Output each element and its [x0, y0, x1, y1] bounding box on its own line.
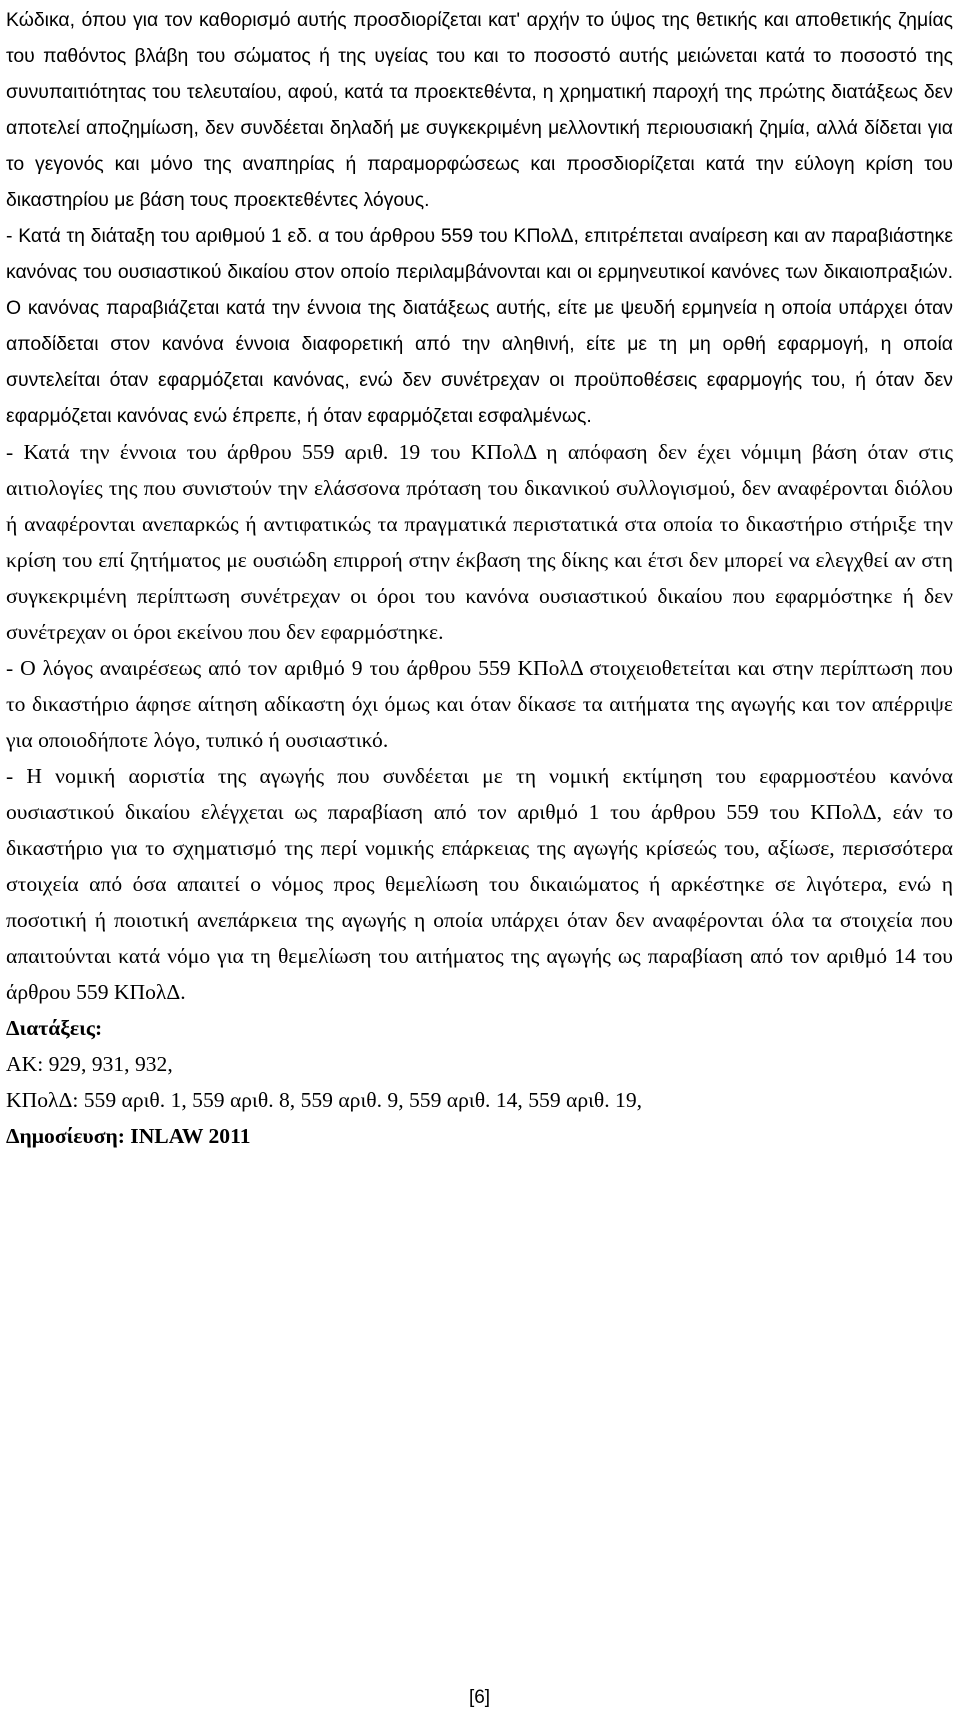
- paragraph-cassation-substantive-law: - Κατά τη διάταξη του αριθμού 1 εδ. α του άρθρου 559 του ΚΠολΔ, επιτρέπεται αναίρεση και αν παραβιάστηκε κανόνας του ουσιαστικού δικαίου στον οποίο περιλαμβάνονται και οι ερμηνευτικοί κανόνες των δικαιοπραξιών. Ο κανόνας παραβιάζεται κατά την έννοια της διατάξεως αυτής, είτε με ψευδή ερμηνεία η οποία υπάρχει όταν αποδίδεται στον κανόνα έννοια διαφορετική από την αληθινή, είτε με τη μη ορθή εφαρμογή, η οποία συντελείται όταν εφαρμόζεται κανόνας, ενώ δεν συνέτρεχαν οι προϋποθέσεις εφαρμογής του, ή όταν δεν εφαρμόζεται κανόνας ενώ έπρεπε, ή όταν εφαρμόζεται εσφαλμένως.: [6, 225, 953, 427]
- document-page: [6, 0, 953, 1717]
- page-number: [6]: [468, 1687, 491, 1708]
- paragraph-unadjudicated-request: - Ο λόγος αναιρέσεως από τον αριθμό 9 του άρθρου 559 ΚΠολΔ στοιχειοθετείται και στην περίπτωση που το δικαστήριο άφησε αίτηση αδίκαστη όχι όμως και όταν δίκασε τα αιτήματα της αγωγής και τον απέρριψε για οποιοδήποτε λόγο, τυπικό ή ουσιαστικό.: [6, 656, 953, 752]
- provisions-heading: Διατάξεις:: [6, 1016, 103, 1040]
- provisions-civil-code: ΑΚ: 929, 931, 932,: [6, 1052, 173, 1076]
- document-body: [6, 2, 953, 1154]
- provisions-civil-procedure: ΚΠολΔ: 559 αριθ. 1, 559 αριθ. 8, 559 αριθ. 9, 559 αριθ. 14, 559 αριθ. 19,: [6, 1088, 643, 1112]
- paragraph-compensation-assessment: Κώδικα, όπου για τον καθορισμό αυτής προσδιορίζεται κατ' αρχήν το ύψος της θετικής και αποθετικής ζημίας του παθόντος βλάβη του σώματος ή της υγείας του και το ποσοστό αυτής μειώνεται κατά το ποσοστό της συνυπαιτιότητας του τελευταίου, αφού, κατά τα προεκτεθέντα, η χρηματική παροχή της πρώτης διατάξεως δεν αποτελεί αποζημίωση, δεν συνδέεται δηλαδή με συγκεκριμένη μελλοντική περιουσιακή ζημία, αλλά δίδεται για το γεγονός και μόνο της αναπηρίας ή παραμορφώσεως και προσδιορίζεται κατά την εύλογη κρίση του δικαστηρίου με βάση τους προεκτεθέντες λόγους.: [6, 9, 953, 211]
- paragraph-lack-of-legal-basis: - Κατά την έννοια του άρθρου 559 αριθ. 19 του ΚΠολΔ η απόφαση δεν έχει νόμιμη βάση όταν στις αιτιολογίες της που συνιστούν την ελάσσονα πρόταση του δικανικού συλλογισμού, δεν αναφέρονται διόλου ή αναφέρονται ανεπαρκώς ή αντιφατικώς τα πραγματικά περιστατικά στα οποία το δικαστήριο στήριξε την κρίση του επί ζητήματος με ουσιώδη επιρροή στην έκβαση της δίκης και έτσι δεν μπορεί να ελεγχθεί αν στη συγκεκριμένη περίπτωση συνέτρεχαν οι όροι του κανόνα ουσιαστικού δικαίου που εφαρμόστηκε ή δεν συνέτρεχαν οι όροι εκείνου που δεν εφαρμόστηκε.: [6, 440, 953, 644]
- publication-line: Δημοσίευση: INLAW 2011: [6, 1124, 251, 1148]
- paragraph-legal-vagueness: - Η νομική αοριστία της αγωγής που συνδέεται με τη νομική εκτίμηση του εφαρμοστέου κανόνα ουσιαστικού δικαίου ελέγχεται ως παραβίαση από τον αριθμό 1 του άρθρου 559 του ΚΠολΔ, εάν το δικαστήριο για το σχηματισμό της περί νομικής επάρκειας της αγωγής κρίσεώς του, αξίωσε, περισσότερα στοιχεία από όσα απαιτεί ο νόμος προς θεμελίωση του δικαιώματος ή αρκέστηκε σε λιγότερα, ενώ η ποσοτική ή ποιοτική ανεπάρκεια της αγωγής η οποία υπάρχει όταν δεν αναφέρονται όλα τα στοιχεία που απαιτούνται κατά νόμο για τη θεμελίωση του αιτήματος της αγωγής ως παραβίαση από τον αριθμό 14 του άρθρου 559 ΚΠολΔ.: [6, 764, 953, 1004]
